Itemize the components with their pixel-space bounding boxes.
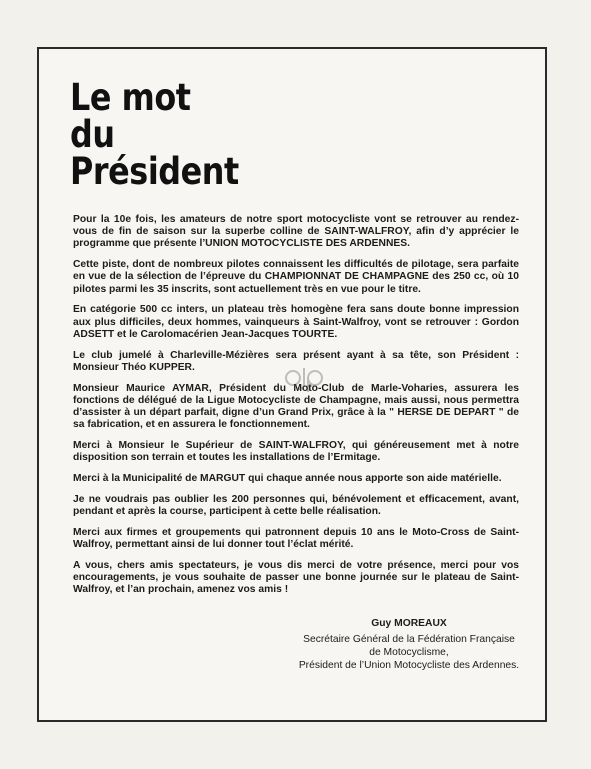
title-line-1: Le mot [70, 76, 191, 119]
article-body [73, 214, 519, 605]
signature-title-line-2: de Motocyclisme, [369, 647, 449, 658]
title-line-3: Président [70, 150, 239, 193]
paragraph: Merci aux firmes et groupements qui patronnent depuis 10 ans le Moto-Cross de Saint-Walfroy, permettant ainsi de lui donner tout l’éclat mérité. [73, 526, 519, 551]
signature-name: Guy MOREAUX [371, 618, 447, 629]
paragraph: En catégorie 500 cc inters, un plateau très homogène fera sans doute bonne impression aux plus difficiles, deux hommes, vainqueurs à Saint-Walfroy, vont se retrouver : Gordon ADSETT et le Carolomacérien Jean-Jacques TOURTE. [73, 304, 519, 340]
watermark-logo [284, 360, 324, 396]
paragraph: Monsieur Maurice AYMAR, Président du Moto-Club de Marle-Voharies, assurera les fonctions de délégué de la Ligue Motocycliste de Champagne, mais aussi, nous permettra d’assister à un départ parfait, digne d’un Grand Prix, grâce à la " HERSE DE DEPART " de sa fabrication, et en assurera le fonctionnement. [73, 382, 519, 431]
title-line-2: du [70, 113, 115, 156]
paragraph: Cette piste, dont de nombreux pilotes connaissent les difficultés de pilotage, sera parfaite en vue de la sélection de l’épreuve du CHAMPIONNAT DE CHAMPAGNE des 250 cc, où 10 pilotes parmi les 35 inscrits, sont actuellement très en vue pour le titre. [73, 259, 519, 295]
paragraph: Le club jumelé à Charleville-Mézières sera présent ayant à sa tête, son Président : Monsieur Théo KUPPER. [73, 349, 519, 373]
paragraph: Je ne voudrais pas oublier les 200 personnes qui, bénévolement et efficacement, avant, pendant et après la course, participent à cette belle réalisation. [73, 493, 519, 518]
signature-title-line-3: Président de l’Union Motocycliste des Ardennes. [298, 660, 520, 671]
signature-block [279, 617, 539, 672]
page-title [70, 76, 239, 193]
paragraph: Merci à la Municipalité de MARGUT qui chaque année nous apporte son aide matérielle. [73, 473, 502, 485]
signature-title-line-1: Secrétaire Général de la Fédération Française [303, 634, 515, 645]
paragraph: Merci à Monsieur le Supérieur de SAINT-WALFROY, qui généreusement met à notre disposition son terrain et toutes les installations de l’Ermitage. [73, 440, 519, 464]
paragraph: Pour la 10e fois, les amateurs de notre sport motocycliste vont se retrouver au rendez-vous de fin de saison sur la superbe colline de SAINT-WALFROY, afin d’y apprécier le programme que présente l’UNION MOTOCYCLISTE DES ARDENNES. [73, 214, 519, 250]
paragraph: A vous, chers amis spectateurs, je vous dis merci de votre présence, merci pour vos encouragements, je vous souhaite de passer une bonne journée sur le plateau de Saint-Walfroy, et l’an prochain, amenez vos amis ! [73, 559, 519, 596]
